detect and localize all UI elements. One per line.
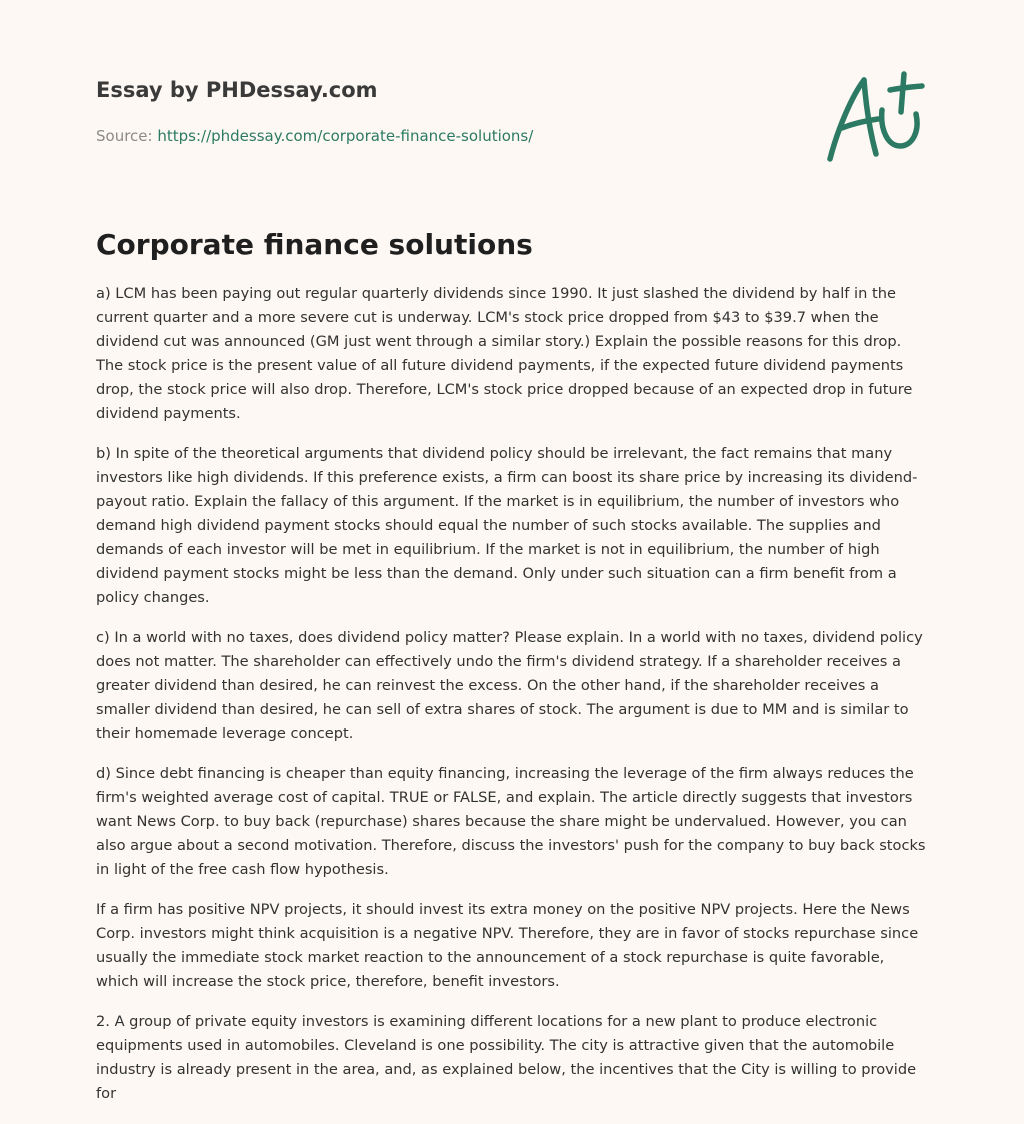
article-paragraph: d) Since debt financing is cheaper than equity financing, increasing the leverage of the firm always reduces the firm's weighted average cost of capital. TRUE or FALSE, and explain. The article directly suggests that investors want News Corp. to buy back (repurchase) shares because the share might be undervalued. However, you can also argue about a second motivation. Therefore, discuss the investors' push for the company to buy back stocks in light of the free cash flow hypothesis. bbox=[96, 765, 926, 878]
source-link[interactable]: https://phdessay.com/corporate-finance-solutions/ bbox=[157, 127, 534, 145]
page-header bbox=[96, 76, 796, 146]
source-line bbox=[96, 126, 796, 146]
a-plus-grade-icon bbox=[820, 66, 930, 166]
article-paragraph: b) In spite of the theoretical arguments that dividend policy should be irrelevant, the fact remains that many investors like high dividends. If this preference exists, a firm can boost its share price by increasing its dividend-payout ratio. Explain the fallacy of this argument. If the market is in equilibrium, the number of investors who demand high dividend payment stocks should equal the number of such stocks available. The supplies and demands of each investor will be met in equilibrium. If the market is not in equilibrium, the number of high dividend payment stocks might be less than the demand. Only under such situation can a firm benefit from a policy changes. bbox=[96, 445, 918, 606]
article-paragraph: c) In a world with no taxes, does dividend policy matter? Please explain. In a world with no taxes, dividend policy does not matter. The shareholder can effectively undo the firm's dividend strategy. If a shareholder receives a greater dividend than desired, he can reinvest the excess. On the other hand, if the shareholder receives a smaller dividend than desired, he can sell of extra shares of stock. The argument is due to MM and is similar to their homemade leverage concept. bbox=[96, 629, 923, 742]
article-paragraph: If a firm has positive NPV projects, it should invest its extra money on the positive NPV projects. Here the News Corp. investors might think acquisition is a negative NPV. Therefore, they are in favor of stocks repurchase since usually the immediate stock market reaction to the announcement of a stock repurchase is quite favorable, which will increase the stock price, therefore, benefit investors. bbox=[96, 901, 919, 990]
source-label: Source: bbox=[96, 127, 153, 145]
article-paragraph: a) LCM has been paying out regular quarterly dividends since 1990. It just slashed the dividend by half in the current quarter and a more severe cut is underway. LCM's stock price dropped from $43 to $39.7 when the dividend cut was announced (GM just went through a similar story.) Explain the possible reasons for this drop. The stock price is the present value of all future dividend payments, if the expected future dividend payments drop, the stock price will also drop. Therefore, LCM's stock price dropped because of an expected drop in future dividend payments. bbox=[96, 285, 913, 422]
article-title: Corporate finance solutions bbox=[96, 228, 533, 261]
site-title: Essay by PHDessay.com bbox=[96, 78, 378, 102]
article bbox=[96, 226, 928, 1122]
article-paragraph: 2. A group of private equity investors is examining different locations for a new plant to produce electronic equipments used in automobiles. Cleveland is one possibility. The city is attractive given that the automobile industry is already present in the area, and, as explained below, the incentives that the City is willing to provide for bbox=[96, 1013, 917, 1102]
